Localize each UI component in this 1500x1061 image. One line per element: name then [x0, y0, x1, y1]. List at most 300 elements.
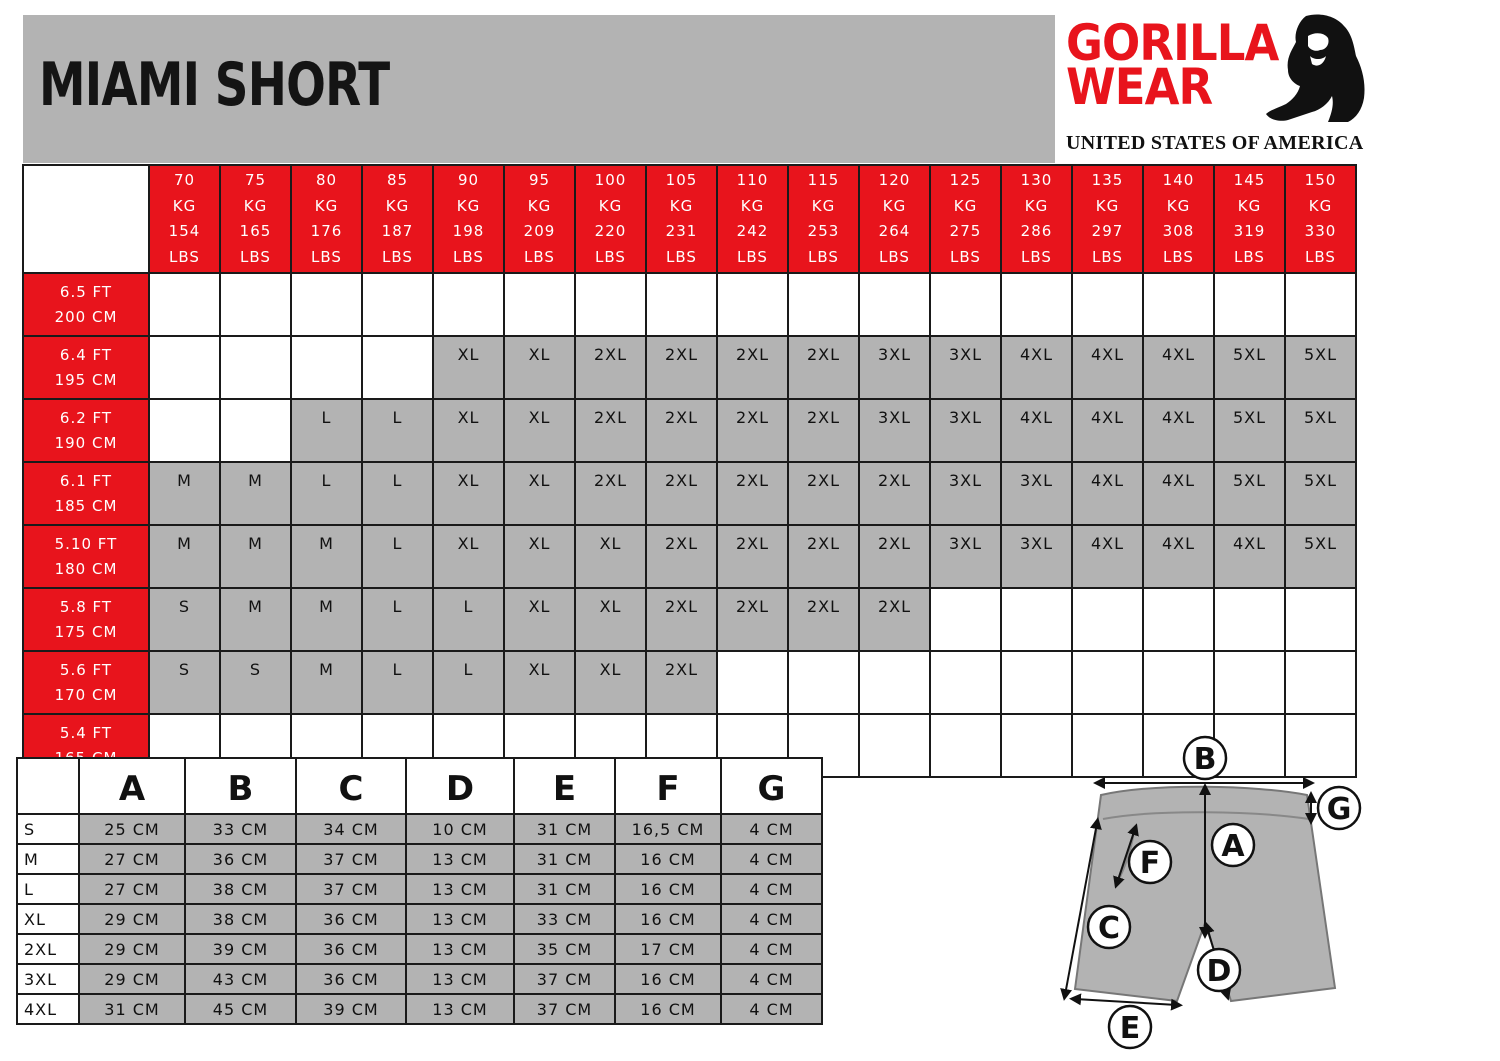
- measure-value: 13 CM: [406, 934, 514, 964]
- weight-lbs-unit: LBS: [169, 247, 200, 266]
- weight-kg: 95: [528, 171, 551, 189]
- weight-lbs-unit: LBS: [666, 247, 697, 266]
- weight-kg-unit: KG: [953, 196, 978, 215]
- measure-value: 27 CM: [79, 874, 185, 904]
- size-cell: XL: [575, 651, 646, 714]
- measure-value: 16 CM: [615, 904, 721, 934]
- size-cell: 2XL: [646, 651, 717, 714]
- measure-value: 4 CM: [721, 904, 822, 934]
- weight-kg: 120: [878, 171, 911, 189]
- size-cell: [1001, 588, 1072, 651]
- size-cell: [717, 651, 788, 714]
- size-cell: XL: [504, 462, 575, 525]
- weight-kg: 90: [457, 171, 480, 189]
- weight-header-cell: [1285, 165, 1356, 273]
- weight-lbs: 275: [949, 222, 982, 240]
- size-cell: 2XL: [788, 588, 859, 651]
- weight-header-cell: [859, 165, 930, 273]
- weight-lbs-unit: LBS: [1163, 247, 1194, 266]
- svg-text:B: B: [1193, 742, 1217, 777]
- size-cell: 4XL: [1143, 399, 1214, 462]
- size-cell: 5XL: [1285, 336, 1356, 399]
- size-cell: [930, 273, 1001, 336]
- size-cell: 2XL: [646, 588, 717, 651]
- measure-value: 45 CM: [185, 994, 296, 1024]
- size-cell: 4XL: [1072, 525, 1143, 588]
- size-cell: M: [291, 525, 362, 588]
- height-header-cell: [23, 273, 149, 336]
- size-cell: 2XL: [646, 462, 717, 525]
- size-cell: L: [362, 588, 433, 651]
- measure-col-header: F: [615, 758, 721, 814]
- weight-header-cell: [149, 165, 220, 273]
- size-cell: 3XL: [930, 336, 1001, 399]
- weight-kg: 145: [1233, 171, 1266, 189]
- weight-lbs: 165: [239, 222, 272, 240]
- size-cell: [220, 336, 291, 399]
- label-e: [1109, 1006, 1151, 1048]
- size-cell: 4XL: [1072, 399, 1143, 462]
- measure-value: 16 CM: [615, 874, 721, 904]
- height-cm: 200 CM: [54, 307, 118, 326]
- measure-value: 35 CM: [514, 934, 615, 964]
- size-cell: XL: [575, 588, 646, 651]
- height-row: [23, 525, 1356, 588]
- weight-lbs: 319: [1233, 222, 1266, 240]
- weight-header-cell: [1072, 165, 1143, 273]
- measure-value: 38 CM: [185, 904, 296, 934]
- size-cell: [1072, 588, 1143, 651]
- weight-header-cell: [1001, 165, 1072, 273]
- size-cell: 2XL: [575, 399, 646, 462]
- measure-value: 37 CM: [514, 994, 615, 1024]
- weight-kg-unit: KG: [598, 196, 623, 215]
- size-cell: 5XL: [1214, 336, 1285, 399]
- svg-text:A: A: [1221, 829, 1245, 864]
- measure-value: 16,5 CM: [615, 814, 721, 844]
- size-cell: [788, 273, 859, 336]
- measure-value: 4 CM: [721, 994, 822, 1024]
- measure-value: 37 CM: [514, 964, 615, 994]
- size-cell: 2XL: [859, 462, 930, 525]
- size-cell: L: [362, 399, 433, 462]
- size-cell: 2XL: [575, 336, 646, 399]
- size-cell: 4XL: [1072, 336, 1143, 399]
- measure-value: 4 CM: [721, 814, 822, 844]
- weight-kg: 140: [1162, 171, 1195, 189]
- weight-lbs: 242: [736, 222, 769, 240]
- size-cell: 2XL: [788, 462, 859, 525]
- size-cell: XL: [575, 525, 646, 588]
- label-f: [1129, 841, 1171, 883]
- weight-kg-unit: KG: [1237, 196, 1262, 215]
- size-cell: M: [291, 651, 362, 714]
- size-cell: [1143, 273, 1214, 336]
- height-row: [23, 336, 1356, 399]
- weight-lbs: 154: [168, 222, 201, 240]
- height-row: [23, 651, 1356, 714]
- measure-value: 31 CM: [514, 874, 615, 904]
- brand-country: UNITED STATES OF AMERICA: [1066, 132, 1364, 154]
- size-cell: [1143, 651, 1214, 714]
- weight-kg: 105: [665, 171, 698, 189]
- measure-value: 16 CM: [615, 844, 721, 874]
- size-cell: 2XL: [717, 399, 788, 462]
- size-cell: 2XL: [717, 525, 788, 588]
- measure-value: 39 CM: [185, 934, 296, 964]
- size-cell: [859, 273, 930, 336]
- size-cell: 2XL: [575, 462, 646, 525]
- measure-value: 13 CM: [406, 904, 514, 934]
- measure-value: 13 CM: [406, 844, 514, 874]
- weight-kg-unit: KG: [1308, 196, 1333, 215]
- weight-lbs-unit: LBS: [453, 247, 484, 266]
- height-ft: 6.5 FT: [59, 282, 113, 301]
- height-ft: 5.10 FT: [54, 534, 118, 553]
- weight-lbs-unit: LBS: [595, 247, 626, 266]
- weight-lbs: 253: [807, 222, 840, 240]
- size-cell: 3XL: [1001, 525, 1072, 588]
- size-chart-table: [22, 164, 1357, 778]
- size-cell: 2XL: [717, 588, 788, 651]
- size-cell: L: [291, 399, 362, 462]
- measure-value: 29 CM: [79, 934, 185, 964]
- weight-lbs: 308: [1162, 222, 1195, 240]
- measure-value: 10 CM: [406, 814, 514, 844]
- measure-col-header: G: [721, 758, 822, 814]
- height-cm: 170 CM: [54, 685, 118, 704]
- size-cell: XL: [433, 399, 504, 462]
- size-cell: 5XL: [1214, 399, 1285, 462]
- size-cell: 4XL: [1001, 336, 1072, 399]
- measure-value: 4 CM: [721, 964, 822, 994]
- measure-size-label: S: [17, 814, 79, 844]
- measure-row: [17, 874, 822, 904]
- height-cm: 195 CM: [54, 370, 118, 389]
- size-cell: S: [220, 651, 291, 714]
- weight-lbs-unit: LBS: [808, 247, 839, 266]
- measure-value: 33 CM: [185, 814, 296, 844]
- size-cell: [433, 273, 504, 336]
- measure-value: 38 CM: [185, 874, 296, 904]
- weight-lbs-unit: LBS: [1021, 247, 1052, 266]
- size-cell: 5XL: [1285, 525, 1356, 588]
- size-chart-corner: [23, 165, 149, 273]
- svg-text:C: C: [1097, 911, 1121, 946]
- size-cell: [1214, 273, 1285, 336]
- measure-row: [17, 844, 822, 874]
- label-a: [1212, 824, 1254, 866]
- weight-kg: 150: [1304, 171, 1337, 189]
- height-ft: 5.6 FT: [59, 660, 113, 679]
- weight-header-cell: [717, 165, 788, 273]
- weight-header-cell: [362, 165, 433, 273]
- weight-lbs-unit: LBS: [1305, 247, 1336, 266]
- size-cell: 3XL: [859, 336, 930, 399]
- size-cell: 4XL: [1214, 525, 1285, 588]
- measure-value: 37 CM: [296, 874, 406, 904]
- weight-header-cell: [1214, 165, 1285, 273]
- size-cell: [646, 273, 717, 336]
- measure-size-label: L: [17, 874, 79, 904]
- weight-kg-unit: KG: [811, 196, 836, 215]
- measure-size-label: XL: [17, 904, 79, 934]
- measure-size-label: 4XL: [17, 994, 79, 1024]
- measure-value: 31 CM: [514, 844, 615, 874]
- weight-kg-unit: KG: [1166, 196, 1191, 215]
- measure-value: 36 CM: [296, 904, 406, 934]
- weight-lbs-unit: LBS: [1234, 247, 1265, 266]
- weight-kg: 100: [594, 171, 627, 189]
- size-cell: [859, 714, 930, 777]
- brand-logo: [1062, 12, 1372, 162]
- size-cell: 5XL: [1214, 462, 1285, 525]
- weight-lbs-unit: LBS: [879, 247, 910, 266]
- svg-text:F: F: [1139, 846, 1161, 881]
- size-cell: L: [291, 462, 362, 525]
- weight-lbs-unit: LBS: [524, 247, 555, 266]
- measure-value: 29 CM: [79, 904, 185, 934]
- size-cell: XL: [504, 336, 575, 399]
- size-cell: 4XL: [1143, 336, 1214, 399]
- size-cell: 4XL: [1072, 462, 1143, 525]
- svg-text:G: G: [1326, 792, 1352, 827]
- weight-header-cell: [575, 165, 646, 273]
- size-cell: 2XL: [646, 336, 717, 399]
- height-row: [23, 588, 1356, 651]
- measure-value: 27 CM: [79, 844, 185, 874]
- size-cell: [930, 588, 1001, 651]
- size-cell: 2XL: [717, 336, 788, 399]
- label-g: [1318, 787, 1360, 829]
- measure-value: 17 CM: [615, 934, 721, 964]
- measurement-table: [16, 757, 823, 1025]
- weight-kg-unit: KG: [1095, 196, 1120, 215]
- measure-value: 13 CM: [406, 874, 514, 904]
- size-cell: [362, 336, 433, 399]
- weight-header-cell: [433, 165, 504, 273]
- measure-row: [17, 814, 822, 844]
- size-cell: 2XL: [646, 399, 717, 462]
- measure-value: 39 CM: [296, 994, 406, 1024]
- weight-lbs: 286: [1020, 222, 1053, 240]
- size-cell: [1072, 651, 1143, 714]
- size-cell: S: [149, 651, 220, 714]
- weight-header-cell: [646, 165, 717, 273]
- measure-row: [17, 994, 822, 1024]
- size-cell: 3XL: [930, 399, 1001, 462]
- weight-kg-unit: KG: [172, 196, 197, 215]
- weight-header-cell: [930, 165, 1001, 273]
- weight-lbs-unit: LBS: [382, 247, 413, 266]
- size-cell: 4XL: [1143, 525, 1214, 588]
- measure-value: 16 CM: [615, 964, 721, 994]
- size-cell: 2XL: [717, 462, 788, 525]
- size-cell: [1285, 588, 1356, 651]
- measurement-corner: [17, 758, 79, 814]
- weight-lbs: 198: [452, 222, 485, 240]
- svg-text:D: D: [1206, 954, 1232, 989]
- measure-size-label: 2XL: [17, 934, 79, 964]
- weight-header-cell: [504, 165, 575, 273]
- gorilla-icon: [1258, 12, 1368, 124]
- weight-lbs: 297: [1091, 222, 1124, 240]
- size-cell: L: [433, 588, 504, 651]
- weight-header-cell: [1143, 165, 1214, 273]
- size-cell: XL: [433, 462, 504, 525]
- size-cell: S: [149, 588, 220, 651]
- height-header-cell: [23, 651, 149, 714]
- measure-value: 36 CM: [185, 844, 296, 874]
- height-ft: 5.8 FT: [59, 597, 113, 616]
- height-ft: 6.1 FT: [59, 471, 113, 490]
- height-row: [23, 462, 1356, 525]
- height-header-cell: [23, 336, 149, 399]
- weight-lbs: 176: [310, 222, 343, 240]
- measurement-header-row: [17, 758, 822, 814]
- measure-value: 4 CM: [721, 934, 822, 964]
- measure-row: [17, 904, 822, 934]
- size-cell: 3XL: [1001, 462, 1072, 525]
- size-cell: M: [149, 525, 220, 588]
- weight-kg-unit: KG: [456, 196, 481, 215]
- weight-lbs: 209: [523, 222, 556, 240]
- size-cell: [930, 651, 1001, 714]
- weight-header-row: [23, 165, 1356, 273]
- measure-value: 43 CM: [185, 964, 296, 994]
- measure-value: 34 CM: [296, 814, 406, 844]
- size-cell: 3XL: [859, 399, 930, 462]
- weight-lbs: 187: [381, 222, 414, 240]
- size-cell: [291, 273, 362, 336]
- size-cell: [1214, 651, 1285, 714]
- weight-kg-unit: KG: [527, 196, 552, 215]
- weight-kg: 80: [315, 171, 338, 189]
- size-cell: 4XL: [1143, 462, 1214, 525]
- size-cell: M: [220, 588, 291, 651]
- label-b: [1184, 737, 1226, 779]
- size-cell: [1143, 588, 1214, 651]
- size-cell: [220, 273, 291, 336]
- weight-kg-unit: KG: [314, 196, 339, 215]
- weight-lbs-unit: LBS: [950, 247, 981, 266]
- measure-value: 29 CM: [79, 964, 185, 994]
- size-cell: [1072, 273, 1143, 336]
- size-cell: 2XL: [859, 588, 930, 651]
- measure-col-header: D: [406, 758, 514, 814]
- size-cell: 2XL: [788, 399, 859, 462]
- page-title: MIAMI SHORT: [39, 50, 390, 120]
- weight-kg-unit: KG: [740, 196, 765, 215]
- measure-value: 36 CM: [296, 934, 406, 964]
- size-cell: L: [362, 462, 433, 525]
- measure-row: [17, 934, 822, 964]
- size-cell: L: [362, 651, 433, 714]
- size-cell: [575, 273, 646, 336]
- measure-value: 31 CM: [514, 814, 615, 844]
- size-cell: 3XL: [930, 462, 1001, 525]
- weight-kg-unit: KG: [1024, 196, 1049, 215]
- weight-kg-unit: KG: [385, 196, 410, 215]
- height-cm: 175 CM: [54, 622, 118, 641]
- measure-value: 13 CM: [406, 964, 514, 994]
- weight-kg-unit: KG: [882, 196, 907, 215]
- weight-lbs: 264: [878, 222, 911, 240]
- size-cell: 2XL: [788, 525, 859, 588]
- weight-kg: 75: [244, 171, 267, 189]
- measure-col-header: C: [296, 758, 406, 814]
- height-row: [23, 273, 1356, 336]
- weight-header-cell: [220, 165, 291, 273]
- size-cell: M: [149, 462, 220, 525]
- header-band: [23, 15, 1055, 163]
- measure-col-header: B: [185, 758, 296, 814]
- size-cell: M: [220, 525, 291, 588]
- size-cell: [149, 336, 220, 399]
- size-cell: [1285, 273, 1356, 336]
- size-cell: 2XL: [646, 525, 717, 588]
- measure-row: [17, 964, 822, 994]
- weight-kg: 115: [807, 171, 840, 189]
- measure-value: 37 CM: [296, 844, 406, 874]
- weight-header-cell: [788, 165, 859, 273]
- height-header-cell: [23, 588, 149, 651]
- measure-value: 4 CM: [721, 844, 822, 874]
- weight-lbs-unit: LBS: [240, 247, 271, 266]
- size-cell: 5XL: [1285, 399, 1356, 462]
- size-cell: [930, 714, 1001, 777]
- size-cell: [859, 651, 930, 714]
- size-cell: [1001, 651, 1072, 714]
- weight-kg: 125: [949, 171, 982, 189]
- size-cell: L: [433, 651, 504, 714]
- height-ft: 6.4 FT: [59, 345, 113, 364]
- brand-word-wear: WEAR: [1066, 58, 1213, 116]
- measure-value: 36 CM: [296, 964, 406, 994]
- weight-lbs-unit: LBS: [311, 247, 342, 266]
- size-cell: 4XL: [1001, 399, 1072, 462]
- size-cell: L: [362, 525, 433, 588]
- measure-value: 31 CM: [79, 994, 185, 1024]
- measure-size-label: M: [17, 844, 79, 874]
- label-d: [1198, 949, 1240, 991]
- height-header-cell: [23, 399, 149, 462]
- weight-kg: 110: [736, 171, 769, 189]
- measure-value: 4 CM: [721, 874, 822, 904]
- size-cell: [788, 651, 859, 714]
- height-row: [23, 399, 1356, 462]
- measure-value: 25 CM: [79, 814, 185, 844]
- weight-kg-unit: KG: [669, 196, 694, 215]
- size-cell: XL: [504, 588, 575, 651]
- measure-col-header: A: [79, 758, 185, 814]
- size-cell: [149, 399, 220, 462]
- svg-text:E: E: [1119, 1011, 1141, 1046]
- weight-lbs-unit: LBS: [737, 247, 768, 266]
- height-cm: 180 CM: [54, 559, 118, 578]
- weight-lbs: 330: [1304, 222, 1337, 240]
- measure-value: 16 CM: [615, 994, 721, 1024]
- size-cell: [504, 273, 575, 336]
- size-cell: [1285, 651, 1356, 714]
- height-header-cell: [23, 462, 149, 525]
- size-cell: [362, 273, 433, 336]
- size-cell: XL: [433, 525, 504, 588]
- weight-kg: 70: [173, 171, 196, 189]
- size-cell: XL: [504, 525, 575, 588]
- measure-value: 33 CM: [514, 904, 615, 934]
- height-cm: 185 CM: [54, 496, 118, 515]
